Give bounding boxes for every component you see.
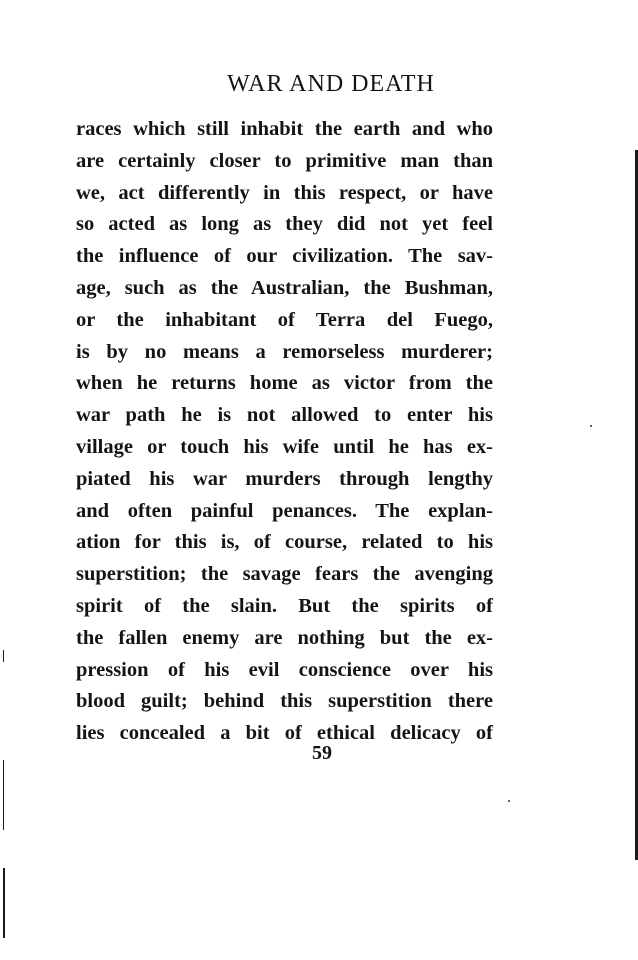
text-line: when he returns home as victor from the xyxy=(76,372,493,395)
text-line: we, act differently in this respect, or have xyxy=(76,181,493,204)
text-line: so acted as long as they did not yet feel xyxy=(76,213,493,236)
text-line: and often painful penances. The explan- xyxy=(76,499,493,522)
text-line: is by no means a remorseless murderer; xyxy=(76,340,493,363)
text-line: or the inhabitant of Terra del Fuego, xyxy=(76,308,493,331)
text-line: the fallen enemy are nothing but the ex- xyxy=(76,626,493,649)
scan-margin-mark xyxy=(3,650,4,662)
text-line: pression of his evil conscience over his xyxy=(76,658,493,681)
text-line: spirit of the slain. But the spirits of xyxy=(76,594,493,617)
text-line: the influence of our civilization. The sav- xyxy=(76,245,493,268)
text-line: are certainly closer to primitive man than xyxy=(76,149,493,172)
scan-margin-mark xyxy=(3,868,5,938)
text-line: piated his war murders through lengthy xyxy=(76,467,493,490)
scan-speck xyxy=(590,425,592,427)
text-line: war path he is not allowed to enter his xyxy=(76,404,493,427)
text-line: races which still inhabit the earth and who xyxy=(76,118,493,140)
text-line: blood guilt; behind this superstition there xyxy=(76,690,493,713)
page-number: 59 xyxy=(312,742,332,764)
scan-speck xyxy=(508,800,510,802)
text-line: age, such as the Australian, the Bushman, xyxy=(76,276,493,299)
running-head: WAR AND DEATH xyxy=(227,71,435,97)
text-line: ation for this is, of course, related to his xyxy=(76,531,493,554)
text-line: superstition; the savage fears the avenging xyxy=(76,563,493,586)
body-text xyxy=(76,114,493,750)
text-line: village or touch his wife until he has ex- xyxy=(76,435,493,458)
text-line: lies concealed a bit of ethical delicacy of xyxy=(76,722,493,745)
scan-margin-mark xyxy=(3,760,4,830)
